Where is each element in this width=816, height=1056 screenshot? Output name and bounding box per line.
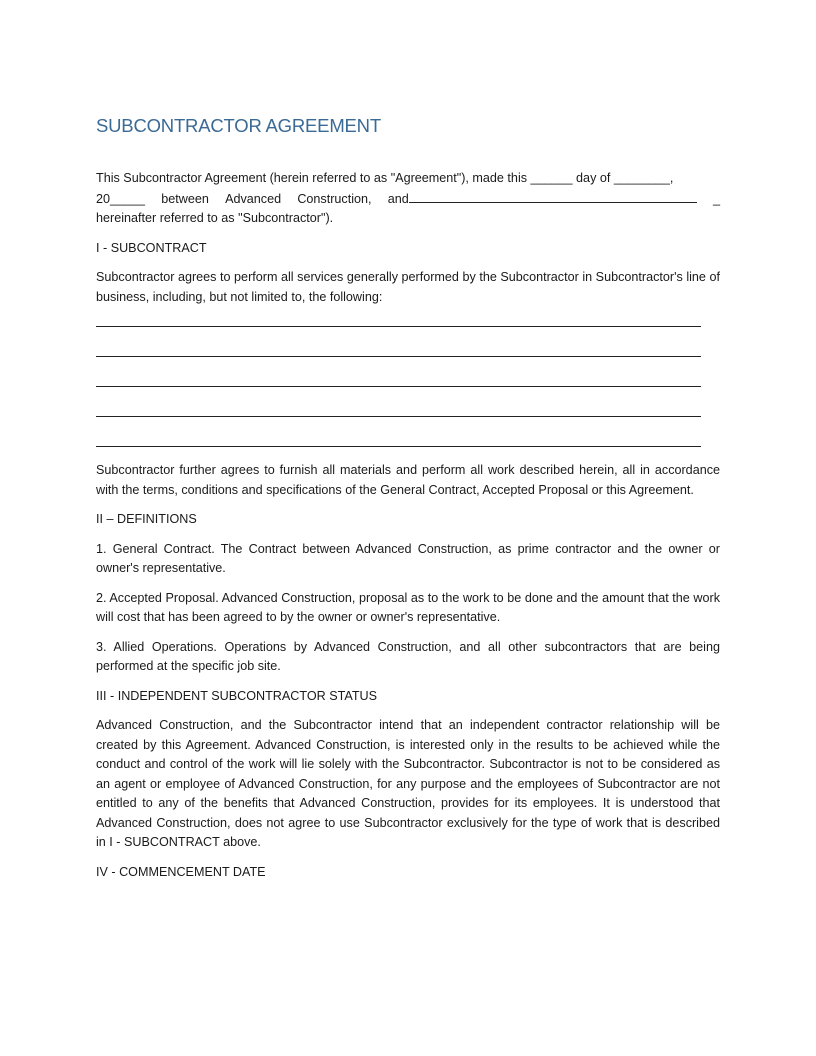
intro-trailing-blank: _	[712, 191, 720, 206]
intro-word-construction: Construction,	[297, 191, 372, 206]
subcontractor-name-blank[interactable]	[409, 189, 697, 203]
services-blank-line[interactable]	[96, 326, 701, 327]
services-blank-lines	[96, 326, 720, 447]
intro-word-between: between	[161, 191, 209, 206]
document-title: SUBCONTRACTOR AGREEMENT	[96, 115, 381, 136]
intro-word-and: and	[387, 191, 409, 206]
definition-general-contract: 1. General Contract. The Contract between Advanced Construction, as prime contractor and the owner or owner's representative.	[96, 541, 720, 575]
intro-line-1: This Subcontractor Agreement (herein referred to as "Agreement"), made this ______ day of ________,	[96, 171, 674, 185]
intro-word-and-with-blank	[388, 189, 697, 210]
intro-word-advanced: Advanced	[225, 191, 282, 206]
section-heading-subcontract: I - SUBCONTRACT	[96, 240, 207, 255]
intro-line-3: hereinafter referred to as "Subcontractor").	[96, 211, 334, 225]
document-body	[96, 114, 720, 892]
definition-allied-operations: 3. Allied Operations. Operations by Advanced Construction, and all other subcontractors that are being performed at the specific job site.	[96, 639, 720, 673]
intro-paragraph	[96, 169, 720, 189]
subcontract-materials-paragraph: Subcontractor further agrees to furnish all materials and perform all work described herein, all in accordance with the terms, conditions and specifications of the General Contract, Accepted Proposal or this Agreement.	[96, 463, 720, 497]
intro-line-2	[96, 189, 720, 210]
services-blank-line[interactable]	[96, 356, 701, 357]
section-heading-independent-status: III - INDEPENDENT SUBCONTRACTOR STATUS	[96, 688, 378, 703]
services-blank-line[interactable]	[96, 446, 701, 447]
definition-accepted-proposal: 2. Accepted Proposal. Advanced Construction, proposal as to the work to be done and the amount that the work will cost that has been agreed to by the owner or owner's representative.	[96, 590, 720, 624]
section-heading-definitions: II – DEFINITIONS	[96, 512, 197, 526]
intro-year-blank: 20_____	[96, 191, 146, 206]
services-blank-line[interactable]	[96, 416, 701, 417]
services-blank-line[interactable]	[96, 386, 701, 387]
subcontract-services-paragraph: Subcontractor agrees to perform all services generally performed by the Subcontractor in Subcontractor's line of business, including, but not limited to, the following:	[96, 270, 720, 304]
section-heading-commencement-date: IV - COMMENCEMENT DATE	[96, 864, 266, 879]
independent-status-paragraph: Advanced Construction, and the Subcontractor intend that an independent contractor relationship will be created by this Agreement. Advanced Construction, is interested only in the results to be achieved while the conduct and control of the work will lie solely with the Subcontractor. Subcontractor is not to be considered as an agent or employee of Advanced Construction, for any purpose and the employees of Subcontractor are not entitled to any of the benefits that Advanced Construction, provides for its employees. It is understood that Advanced Construction, does not agree to use Subcontractor exclusively for the type of work that is described in I - SUBCONTRACT above.	[96, 718, 720, 849]
